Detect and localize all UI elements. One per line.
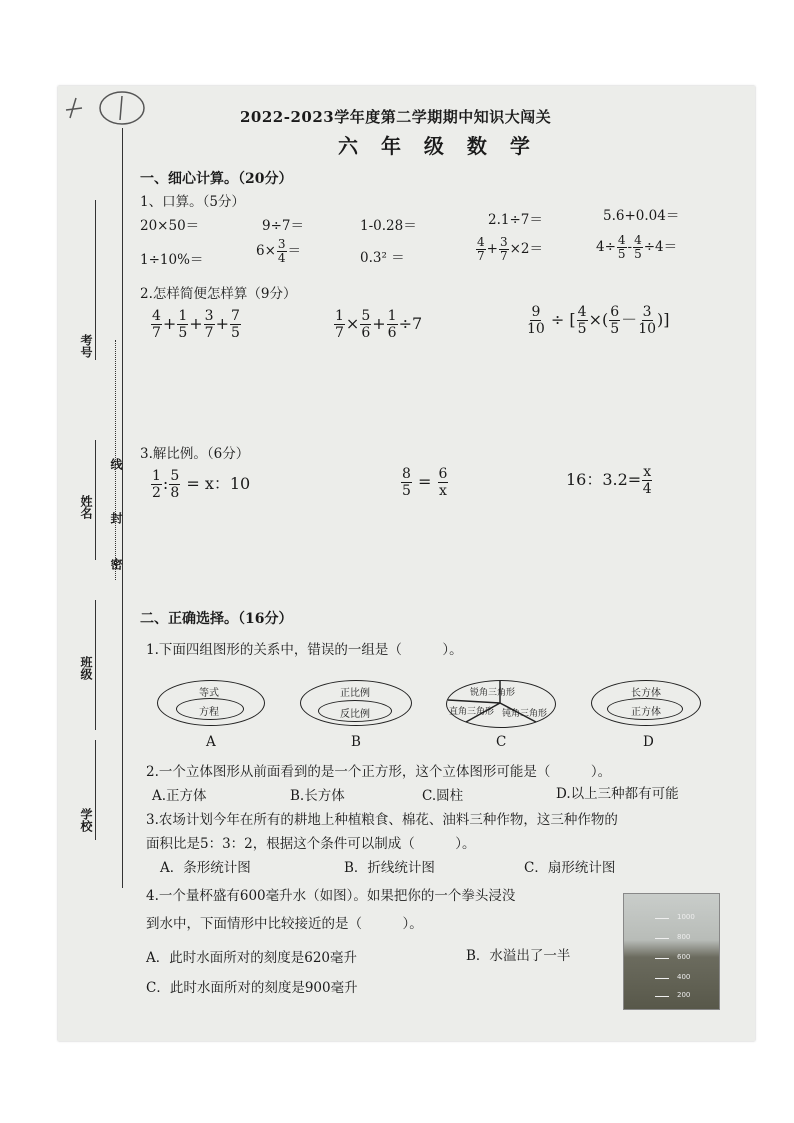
s2-q3-opt-c: C．扇形统计图 <box>524 860 616 876</box>
q2-heading: 2.怎样简便怎样算（9分） <box>140 286 297 302</box>
proportion-2: $\frac{8}{5}$ = $\frac{6}{x}$ <box>402 466 448 499</box>
binding-line <box>122 128 123 888</box>
s2-q4-opt-b: B．水溢出了一半 <box>466 948 571 964</box>
proportion-3: 16：3.2= $\frac{x}{4}$ <box>566 464 652 497</box>
measuring-beaker-image <box>623 893 720 1010</box>
calc-4: 2.1÷7＝ <box>488 212 543 228</box>
exam-no-label: 考号 <box>79 334 93 358</box>
diagram-a-outer-label: 等式 <box>199 688 219 699</box>
diagram-b-letter: B <box>351 734 361 750</box>
diagram-d-outer-label: 长方体 <box>631 688 661 699</box>
beaker-scale-400: 400 <box>677 973 691 981</box>
calc-7: 6× $\frac{3}{4}$ ＝ <box>256 237 302 265</box>
diagram-a-letter: A <box>206 734 216 750</box>
name-underline <box>95 440 96 560</box>
beaker-tick <box>655 996 669 997</box>
diagram-a-inner-label: 方程 <box>199 707 219 718</box>
exam-title: 2022-2023学年度第二学期期中知识大闯关 <box>240 108 552 126</box>
diagram-d-inner-label: 正方体 <box>631 707 661 718</box>
diagram-d-letter: D <box>643 734 654 750</box>
beaker-tick <box>655 978 669 979</box>
class-underline <box>95 600 96 730</box>
s2-q3-line2: 面积比是5：3：2，根据这个条件可以制成（ ）。 <box>146 836 476 852</box>
calc-5: 5.6+0.04＝ <box>603 208 680 224</box>
handwritten-mark <box>62 88 152 128</box>
q3-heading: 3.解比例。（6分） <box>140 446 250 462</box>
calc-3: 1-0.28＝ <box>360 218 417 234</box>
subject-title: 六 年 级 数 学 <box>338 134 538 158</box>
calc-10: 4÷ $\frac{4}{5}$ - $\frac{4}{5}$ ÷4＝ <box>596 233 678 261</box>
calc-9: $\frac{4}{7}$ + $\frac{3}{7}$ ×2＝ <box>477 235 543 263</box>
s2-q3-opt-a: A．条形统计图 <box>160 860 251 876</box>
diagram-b-outer-label: 正比例 <box>340 688 370 699</box>
diagram-c-part-2: 直角三角形 <box>449 707 495 717</box>
section2-heading: 二、正确选择。（16分） <box>140 611 293 627</box>
school-underline <box>95 740 96 840</box>
s2-q3-line1: 3.农场计划今年在所有的耕地上种植粮食、棉花、油料三种作物，这三种作物的 <box>146 812 618 828</box>
feng-label: 封 <box>109 512 123 524</box>
section1-heading: 一、细心计算。（20分） <box>140 171 293 187</box>
s2-q2-opt-c: C.圆柱 <box>422 788 464 804</box>
s2-q2-opt-d: D.以上三种都有可能 <box>556 786 679 802</box>
beaker-scale-600: 600 <box>677 953 691 961</box>
s2-q3-opt-b: B．折线统计图 <box>344 860 435 876</box>
exam-no-underline <box>95 200 96 360</box>
diagram-c-part-1: 锐角三角形 <box>470 688 516 698</box>
s2-q2-opt-b: B.长方体 <box>290 788 345 804</box>
diagram-c-letter: C <box>496 734 507 750</box>
beaker-scale-1000: 1000 <box>677 913 695 921</box>
proportion-1: $\frac{1}{2}$ : $\frac{5}{8}$ = x：10 <box>152 468 251 501</box>
name-label: 姓名 <box>79 495 93 519</box>
q1-heading: 1、口算。（5分） <box>140 194 245 210</box>
class-label: 班级 <box>79 656 93 680</box>
beaker-tick <box>655 938 669 939</box>
s2-q4-opt-a: A．此时水面所对的刻度是620毫升 <box>146 950 358 966</box>
school-label: 学校 <box>79 808 93 832</box>
s2-q1: 1.下面四组图形的关系中，错误的一组是（ ）。 <box>146 642 463 658</box>
beaker-scale-200: 200 <box>677 991 691 999</box>
simplify-expr-2: $\frac{1}{7}$ × $\frac{5}{6}$ + $\frac{1}{6}$ ÷7 <box>335 308 423 341</box>
s2-q4-line2: 到水中，下面情形中比较接近的是（ ）。 <box>146 916 423 932</box>
s2-q2: 2.一个立体图形从前面看到的是一个正方形，这个立体图形可能是（ ）。 <box>146 764 612 780</box>
mi-label: 密 <box>109 558 123 570</box>
beaker-tick <box>655 958 669 959</box>
beaker-tick <box>655 918 669 919</box>
simplify-expr-3: $\frac{9}{10}$ ÷ [ $\frac{4}{5}$ ×( $\frac{6}{5}$ － $\frac{3}{10}$ )] <box>527 304 670 337</box>
seal-line-label: 线 <box>109 458 123 470</box>
calc-2: 9÷7＝ <box>262 218 304 234</box>
diagram-b-inner-label: 反比例 <box>340 709 370 720</box>
s2-q4-line1: 4.一个量杯盛有600毫升水（如图）。如果把你的一个拳头浸没 <box>146 888 516 904</box>
calc-1: 20×50＝ <box>140 218 200 234</box>
calc-8: 0.3² ＝ <box>360 250 405 266</box>
diagram-c-part-3: 钝角三角形 <box>502 709 548 719</box>
s2-q2-opt-a: A.正方体 <box>152 788 207 804</box>
simplify-expr-1: $\frac{4}{7}$ + $\frac{1}{5}$ + $\frac{3}{7}$ + $\frac{7}{5}$ <box>152 308 240 341</box>
calc-6: 1÷10%＝ <box>140 252 204 268</box>
s2-q4-opt-c: C．此时水面所对的刻度是900毫升 <box>146 980 358 996</box>
beaker-scale-800: 800 <box>677 933 691 941</box>
